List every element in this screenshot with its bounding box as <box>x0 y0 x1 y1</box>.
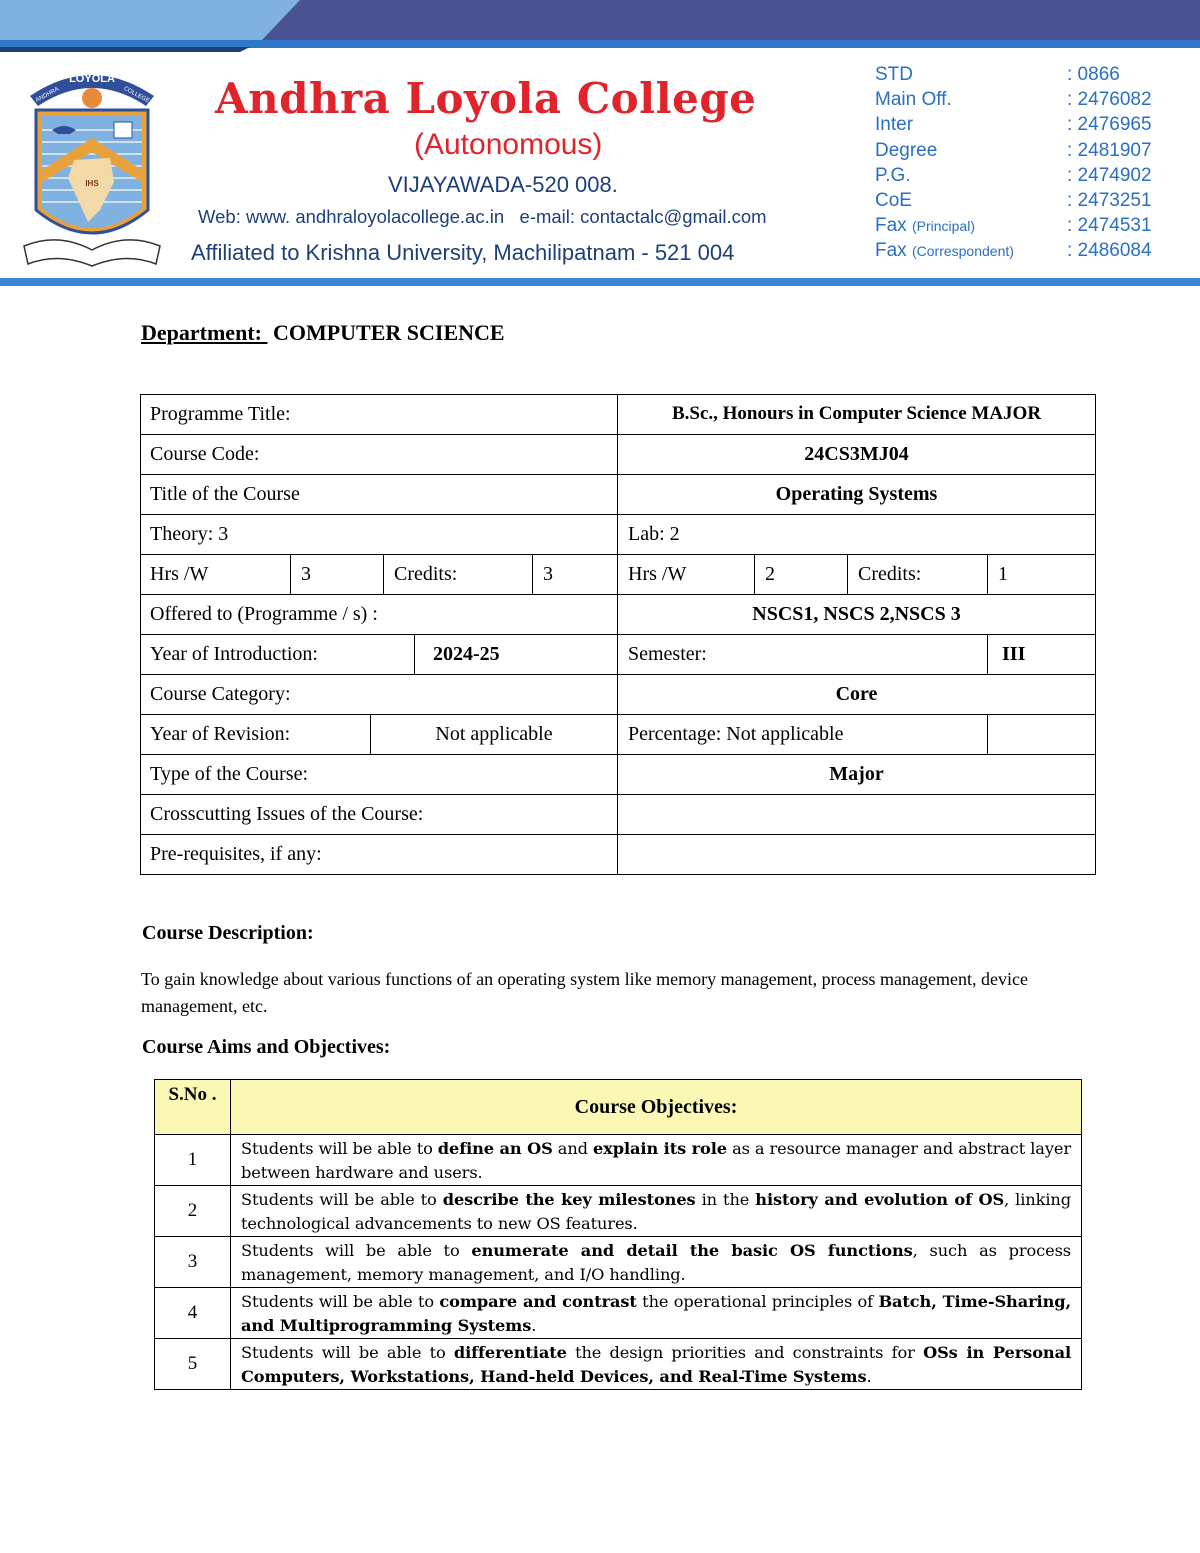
objective-text <box>231 1288 1082 1339</box>
objective-number: 2 <box>155 1186 231 1237</box>
contact-row <box>875 62 1175 87</box>
college-name: Andhra Loyola College <box>215 74 757 123</box>
objective-number: 4 <box>155 1288 231 1339</box>
sno-header: S.No . <box>155 1080 231 1135</box>
course-type-value: Major <box>829 763 884 785</box>
web-email-line <box>198 206 767 228</box>
prereq-value <box>618 834 1095 874</box>
objective-text-part: the design priorities and constraints for <box>566 1343 924 1362</box>
objective-row <box>155 1186 1082 1237</box>
course-description-text: To gain knowledge about various functions of an operating system like memory management, process management, device management, etc. <box>141 969 1028 1016</box>
objective-text-bold: compare and contrast <box>439 1292 637 1311</box>
contact-value: : 2476082 <box>1067 89 1152 111</box>
objective-text-part: the operational principles of <box>636 1292 879 1311</box>
contact-row <box>875 188 1175 213</box>
objective-number: 1 <box>155 1135 231 1186</box>
contact-value: : 2481907 <box>1067 139 1152 161</box>
category-label: Course Category: <box>150 683 291 705</box>
crosscutting-value <box>618 794 1095 834</box>
objective-row <box>155 1339 1082 1390</box>
theory-credits-label: Credits: <box>394 563 458 585</box>
course-title: Operating Systems <box>775 483 938 505</box>
course-info-table <box>140 394 1096 875</box>
objective-text-part: in the <box>695 1190 756 1209</box>
objective-text-bold: describe the key milestones <box>442 1190 696 1209</box>
contact-row <box>875 138 1175 163</box>
course-type-label: Type of the Course: <box>150 763 309 785</box>
objective-text-bold: OSs in Personal Computers, Workstations, Hand-held Devices, and Real-Time Systems <box>241 1343 1072 1386</box>
logo-left-text: ANDHRA <box>34 86 61 104</box>
college-city: VIJAYAWADA-520 008. <box>388 172 618 197</box>
letterhead-banner <box>0 0 1200 290</box>
semester-value: III <box>1002 643 1026 665</box>
contact-list <box>875 62 1175 264</box>
objective-text-part: Students will be able to <box>241 1292 440 1311</box>
contact-label: STD <box>875 64 913 85</box>
web-address: Web: www. andhraloyolacollege.ac.in <box>198 206 505 227</box>
lab-hrs-label: Hrs /W <box>628 563 687 585</box>
course-code: 24CS3MJ04 <box>804 443 909 465</box>
revision-value: Not applicable <box>435 723 553 745</box>
lab-credits-label: Credits: <box>858 563 922 585</box>
objectives-header: Course Objectives: <box>231 1080 1082 1135</box>
category-value: Core <box>835 683 878 705</box>
lab-label: Lab: 2 <box>628 523 680 545</box>
lab-hrs-value: 2 <box>765 563 775 585</box>
year-intro-label: Year of Introduction: <box>150 643 318 665</box>
theory-hrs-label: Hrs /W <box>150 563 209 585</box>
college-logo <box>18 60 166 272</box>
objective-text-part: . <box>866 1367 872 1386</box>
department-value: COMPUTER SCIENCE <box>272 320 505 345</box>
autonomous-label: (Autonomous) <box>414 128 603 161</box>
objective-row <box>155 1288 1082 1339</box>
objective-text <box>231 1339 1082 1390</box>
objective-text-part: as a resource manager and abstract layer between hardware and users. <box>241 1139 1072 1182</box>
objective-text <box>231 1135 1082 1186</box>
percentage-extra-cell <box>988 714 1095 754</box>
objective-text-part: , such as process management, memory management, and I/O handling. <box>241 1241 1072 1284</box>
objective-text-bold: define an OS <box>437 1139 553 1158</box>
objective-text-bold: enumerate and detail the basic OS functions <box>471 1241 913 1260</box>
objective-text-bold: differentiate <box>453 1343 567 1362</box>
objective-text-part: , linking technological advancements to new OS features. <box>241 1190 1071 1233</box>
objective-text-part: . <box>531 1316 537 1335</box>
contact-label: Main Off. <box>875 89 952 111</box>
percentage-value: Percentage: Not applicable <box>628 723 844 745</box>
objective-text-bold: history and evolution of OS <box>755 1190 1005 1209</box>
contact-row <box>875 112 1175 137</box>
contact-value: : 0866 <box>1067 64 1120 85</box>
affiliation: Affiliated to Krishna University, Machilipatnam - 521 004 <box>191 240 735 265</box>
crosscutting-label: Crosscutting Issues of the Course: <box>150 803 424 825</box>
contact-label: Inter <box>875 114 914 136</box>
objective-text-bold: explain its role <box>592 1139 728 1158</box>
objective-text-part: Students will be able to <box>241 1241 472 1260</box>
objectives-table <box>154 1079 1082 1390</box>
contact-label: P.G. <box>875 164 911 186</box>
contact-value: : 2474531 <box>1067 215 1152 237</box>
theory-credits-value: 3 <box>543 563 553 585</box>
contact-value: : 2473251 <box>1067 189 1152 211</box>
contact-value: : 2476965 <box>1067 114 1152 136</box>
objective-text-part: Students will be able to <box>241 1190 443 1209</box>
objective-text <box>231 1186 1082 1237</box>
contact-value: : 2486084 <box>1067 240 1152 262</box>
theory-label: Theory: 3 <box>150 523 229 545</box>
prereq-label: Pre-requisites, if any: <box>150 843 322 865</box>
contact-row <box>875 163 1175 188</box>
course-description-heading: Course Description: <box>142 922 314 944</box>
objective-text-part: and <box>552 1139 593 1158</box>
department-label: Department: <box>141 320 262 345</box>
offered-label: Offered to (Programme / s) : <box>150 603 378 625</box>
contact-label: Fax (Correspondent) <box>875 240 1014 262</box>
logo-right-text: COLLEGE <box>122 85 151 105</box>
objective-number: 3 <box>155 1237 231 1288</box>
contact-value: : 2474902 <box>1067 164 1152 186</box>
objective-text <box>231 1237 1082 1288</box>
year-intro-value: 2024-25 <box>433 643 500 665</box>
contact-label: CoE <box>875 189 912 211</box>
theory-hrs-value: 3 <box>301 563 311 585</box>
contact-row <box>875 213 1175 238</box>
objective-row <box>155 1135 1082 1186</box>
programme-title-label: Programme Title: <box>150 403 291 425</box>
course-code-label: Course Code: <box>150 443 260 465</box>
contact-label: Fax (Principal) <box>875 215 975 237</box>
logo-top-text: LOYOLA <box>69 73 115 85</box>
offered-value: NSCS1, NSCS 2,NSCS 3 <box>752 603 961 625</box>
objective-text-part: Students will be able to <box>241 1343 454 1362</box>
contact-row <box>875 238 1175 263</box>
contact-label: Degree <box>875 139 938 161</box>
lab-credits-value: 1 <box>998 563 1008 585</box>
programme-title: B.Sc., Honours in Computer Science MAJOR <box>671 403 1042 424</box>
course-title-label: Title of the Course <box>150 483 300 505</box>
logo-emblem-text: IHS <box>85 179 99 188</box>
revision-label: Year of Revision: <box>150 723 291 745</box>
contact-row <box>875 87 1175 112</box>
objective-number: 5 <box>155 1339 231 1390</box>
email-address: e-mail: contactalc@gmail.com <box>519 206 767 227</box>
objective-text-part: Students will be able to <box>241 1139 438 1158</box>
department-heading <box>141 320 505 346</box>
semester-label: Semester: <box>628 643 707 665</box>
objective-text-bold: Batch, Time-Sharing, and Multiprogramming Systems <box>241 1292 1071 1335</box>
objectives-heading: Course Aims and Objectives: <box>142 1036 391 1058</box>
objective-row <box>155 1237 1082 1288</box>
